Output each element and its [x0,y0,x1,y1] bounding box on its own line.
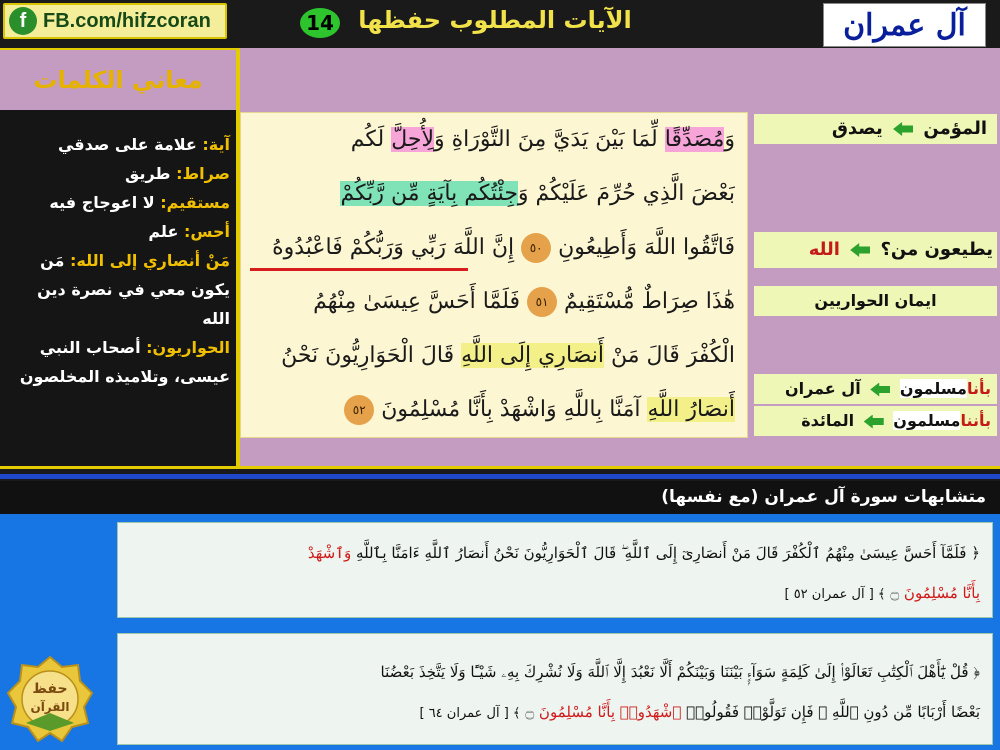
card-2-line-2: بَعْضًا أَرْبَابًا مِّن دُونِ ٱللَّهِ ۚ فَإِن تَوَلَّوْا۟ فَقُولُوا۟ ٱشْهَدُوا۟ بِأَنَّا مُسْلِمُونَ ۝ ﴾ [ آل عمران ٦٤ ] [419,703,980,721]
quran-line-3: فَاتَّقُوا اللَّهَ وَأَطِيعُونِ ٥٠ إِنَّ اللَّهَ رَبِّي وَرَبُّكُمْ فَاعْبُدُوهُ [249,225,735,271]
quran-line-4: هَٰذَا صِرَاطٌ مُّسْتَقِيمٌ ٥١ فَلَمَّا أَحَسَّ عِيسَىٰ مِنْهُمُ [249,279,735,325]
red-underline-mark [250,268,468,271]
similar-card-1 [117,522,993,618]
facebook-icon: f [9,7,37,35]
card-1-line-1: ﴿ فَلَمَّآ أَحَسَّ عِيسَىٰ مِنْهُمُ ٱلْكُفْرَ قَالَ مَنْ أَنصَارِىٓ إِلَى ٱللَّهِ ۖ قَالَ ٱلْحَوَارِيُّونَ نَحْنُ أَنصَارُ ٱللَّهِ ءَامَنَّا بِٱللَّهِ وَٱشْهَدْ [307,544,980,562]
lesson-number-badge: 14 [300,8,340,38]
meaning-item: آية: علامة على صدقي [57,135,230,154]
meanings-list [0,112,236,391]
yellow-divider [0,466,1000,469]
meaning-item: أحس: علم [148,222,230,241]
quran-page [240,112,748,438]
logo-text-bottom: القرآن [30,700,70,714]
arrow-left-icon [870,383,890,397]
meaning-item: صراط: طريق [125,164,230,183]
ayah-number-marker: ٥٠ [521,233,551,263]
similar-card-2 [117,633,993,745]
note-obey: يطيعون من؟ الله [754,232,997,268]
logo-text-top: حفظ [32,681,68,697]
meanings-panel [0,48,240,466]
highlight-ansarullah: أَنصَارُ اللَّهِ [647,397,735,422]
meaning-item: الحواريون: أصحاب النبي عيسى، وتلاميذه المخلصون [19,338,230,386]
ayah-number-marker: ٥٢ [344,395,374,425]
top-bar [0,0,1000,48]
highlight-musaddiqan: مُصَدِّقًا [664,127,725,152]
arrow-left-icon [893,122,913,136]
quran-line-6: أَنصَارُ اللَّهِ آمَنَّا بِاللَّهِ وَاشْهَدْ بِأَنَّا مُسْلِمُونَ ٥٢ [249,387,735,433]
highlight-jitukum: جِئْتُكُم بِآيَةٍ مِّن رَّبِّكُمْ [340,181,518,206]
arrow-left-icon [864,415,884,429]
highlight-liuhilla: لِأُحِلَّ [391,127,434,152]
card-2-line-1: ﴿ قُلْ يَٰٓأَهْلَ ٱلْكِتَٰبِ تَعَالَوْا۟ إِلَىٰ كَلِمَةٍ سَوَآءٍۭ بَيْنَنَا وَبَيْنَكُمْ أَلَّا نَعْبُدَ إِلَّا ٱللَّهَ وَلَا نُشْرِكَ بِهِۦ شَيْـًٔا وَلَا يَتَّخِذَ بَعْضُنَا [380,663,980,681]
blue-divider [0,474,1000,479]
meaning-item: مَنْ أنصاري إلى الله: مَن يكون معي في نصرة دين الله [37,251,230,328]
card-2-reference: ﴾ [ آل عمران ٦٤ ] [419,706,521,721]
meaning-item: مستقيم: لا اعوجاج فيه [49,193,230,212]
facebook-url: FB.com/hifzcoran [43,9,211,32]
note-believer: المؤمن يصدق [754,114,997,144]
page-title: الآيات المطلوب حفظها [358,6,632,34]
meanings-title: معاني الكلمات [0,50,236,110]
ayah-end-icon: ۝ [890,584,900,602]
ayah-end-icon: ۝ [525,703,535,721]
hifz-quran-logo [2,653,98,747]
arrow-left-icon [850,243,870,257]
quran-line-2: بَعْضَ الَّذِي حُرِّمَ عَلَيْكُمْ وَجِئْتُكُم بِآيَةٍ مِّن رَّبِّكُمْ [340,181,735,206]
facebook-link[interactable] [3,3,227,39]
note-ali-imran: بأنامسلمون آل عمران [754,374,997,404]
ayah-number-marker: ٥١ [527,287,557,317]
card-1-reference: ﴾ [ آل عمران ٥٢ ] [784,587,886,602]
surah-name: آل عمران [823,3,986,47]
note-disciples-faith: ايمان الحواريين [754,286,997,316]
quran-line-5: الْكُفْرَ قَالَ مَنْ أَنصَارِي إِلَى اللَّهِ قَالَ الْحَوَارِيُّونَ نَحْنُ [281,343,735,368]
highlight-ansari: أَنصَارِي إِلَى اللَّهِ [461,343,605,368]
note-maida: بأننامسلمون المائدة [754,406,997,436]
similar-section-title: متشابهات سورة آل عمران (مع نفسها) [0,481,1000,514]
card-1-line-2: بِأَنَّا مُسْلِمُونَ ۝ ﴾ [ آل عمران ٥٢ ] [784,584,980,602]
quran-line-1: وَمُصَدِّقًا لِّمَا بَيْنَ يَدَيَّ مِنَ التَّوْرَاةِ وَلِأُحِلَّ لَكُم [350,127,735,152]
